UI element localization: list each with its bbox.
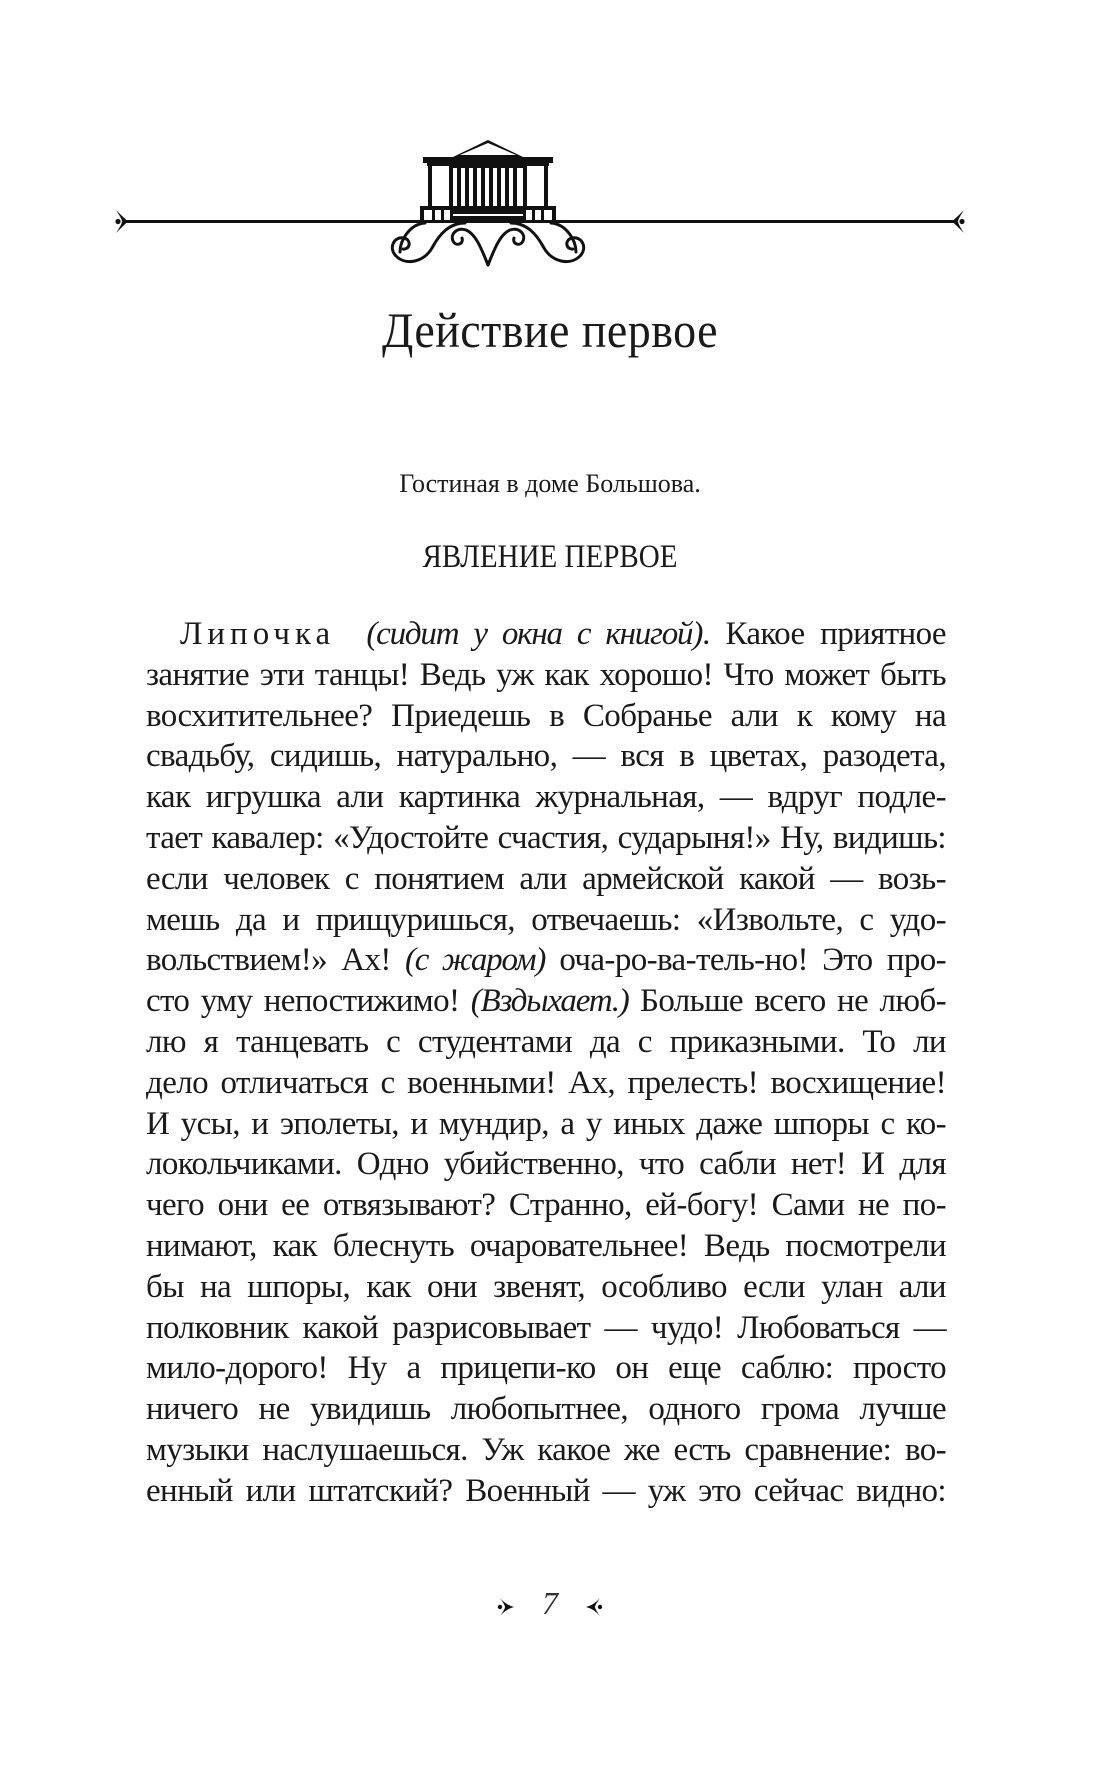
rule-left-end-icon xyxy=(115,210,128,233)
text-line xyxy=(146,940,946,981)
stage-direction: (сидит у окна с книгой) xyxy=(366,616,703,652)
stage-direction: (Вздыхает.) xyxy=(470,983,629,1020)
arrow-flourish-left-icon xyxy=(582,1596,604,1618)
text-line: дело отличаться с военными! Ах, прелесть! восхищение! xyxy=(146,1064,946,1101)
text-line: мило-дорого! Ну а прицепи-ко он еще саблю: просто xyxy=(146,1350,946,1387)
text-line: мешь да и прищуришься, отвечаешь: «Извольте, с удо- xyxy=(146,901,946,938)
text-fragment: вольствием!» Ах! xyxy=(146,942,405,979)
speaker-name: Липочка xyxy=(180,616,336,652)
text-line xyxy=(146,614,946,655)
building-icon xyxy=(420,140,556,221)
text-line: если человек с понятием али армейской какой — возь- xyxy=(146,860,946,897)
text-fragment: сто уму непостижимо! xyxy=(146,983,471,1020)
page-footer xyxy=(0,1583,1100,1623)
text-line: И усы, и эполеты, и мундир, а у иных даже шпоры с ко- xyxy=(146,1105,946,1142)
text-line: занятие эти танцы! Ведь уж как хорошо! Что может быть xyxy=(146,656,946,693)
text-line: чего они ее отвязывают? Странно, ей-богу! Сами не по- xyxy=(146,1187,946,1224)
text-line: локольчиками. Одно убийственно, что сабли нет! И для xyxy=(146,1146,946,1183)
scrollwork-icon xyxy=(392,223,583,265)
arrow-flourish-right-icon xyxy=(496,1596,518,1618)
dialogue-body xyxy=(146,614,946,1512)
chapter-title: Действие первое xyxy=(381,302,719,358)
text-line xyxy=(146,981,946,1022)
text-line: свадьбу, сидишь, натурально, — вся в цветах, разодета, xyxy=(146,738,946,775)
text-line: музыки наслушаешься. Уж какое же есть сравнение: во- xyxy=(146,1431,946,1468)
text-fragment: Больше всего не люб- xyxy=(628,983,946,1020)
text-fragment: . Какое приятное xyxy=(702,616,946,652)
header-ornament-icon xyxy=(110,130,970,270)
text-line: лю я танцевать с студентами да с приказными. То ли xyxy=(146,1023,946,1060)
text-line: енный или штатский? Военный — уж это сейчас видно: xyxy=(146,1472,946,1509)
text-line: тает кавалер: «Удостойте счастия, сударыня!» Ну, видишь: xyxy=(146,819,946,856)
stage-direction: (с жаром) xyxy=(404,942,546,979)
text-line: полковник какой разрисовывает — чудо! Любоваться — xyxy=(146,1309,946,1346)
text-fragment: оча-ро-ва-тель-но! Это про- xyxy=(545,942,947,979)
rule-right-end-icon xyxy=(952,210,965,233)
scene-title: ЯВЛЕНИЕ ПЕРВОЕ xyxy=(422,539,678,575)
text-line: бы на шпоры, как они звенят, особливо если улан али xyxy=(146,1268,946,1305)
scene-setting: Гостиная в доме Большова. xyxy=(399,469,701,498)
page-number: 7 xyxy=(542,1585,558,1621)
text-line: ничего не увидишь любопытнее, одного грома лучше xyxy=(146,1391,946,1428)
text-line: как игрушка али картинка журнальная, — вдруг подле- xyxy=(146,779,946,816)
text-line: нимают, как блеснуть очаровательнее! Ведь посмотрели xyxy=(146,1227,946,1264)
text-line: восхитительнее? Приедешь в Собранье али к кому на xyxy=(146,697,946,734)
